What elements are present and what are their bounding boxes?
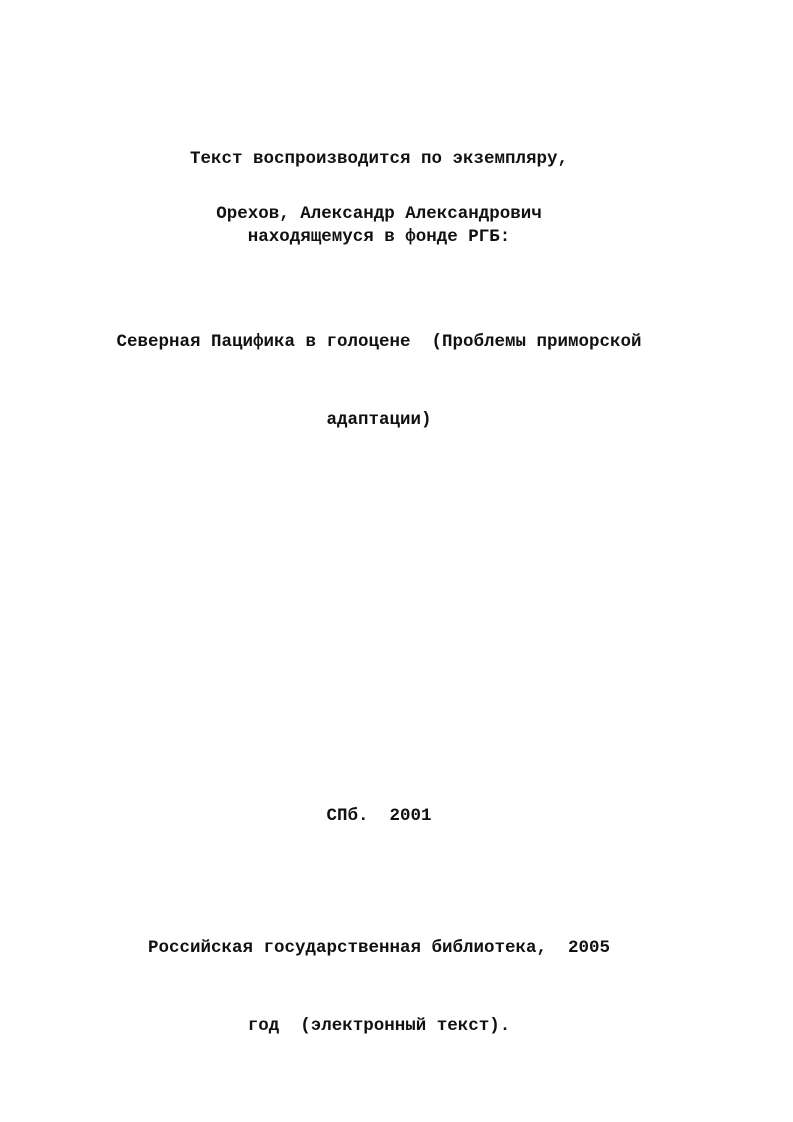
- author-name: Орехов, Александр Александрович: [216, 204, 542, 224]
- footer-line-2: год (электронный текст).: [247, 1016, 511, 1036]
- library-footer: [40, 883, 718, 1091]
- footer-line-1: Российская государственная библиотека, 2005: [147, 938, 611, 958]
- reproduction-notice: [40, 94, 718, 302]
- place-and-year: СПб. 2001: [326, 806, 432, 826]
- document-title: [40, 277, 718, 485]
- notice-line-2: находящемуся в фонде РГБ:: [247, 227, 511, 247]
- title-line-1: Северная Пацифика в голоцене (Проблемы приморской: [116, 332, 642, 352]
- notice-line-1: Текст воспроизводится по экземпляру,: [189, 149, 569, 169]
- title-line-2: адаптации): [326, 410, 432, 430]
